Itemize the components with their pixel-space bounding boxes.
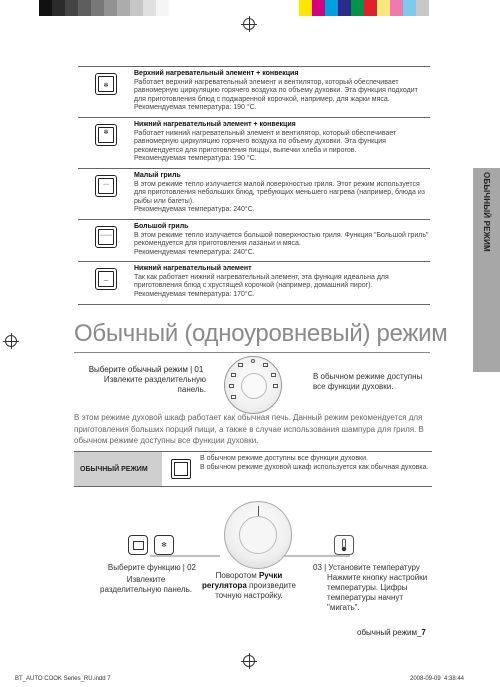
step-01-description: Извлеките разделительную панель. [103,375,206,394]
top-heat-fan-icon: ‾‾ ✻ [95,73,117,95]
mode-description: В этом режиме тепло излучается малой поверхностью гриля. Этот режим используется для приготовления небольших блюд, требующих меньшего нагрева (например, блюда из рыбы или багеты). [134,180,425,205]
page-footer [357,628,426,637]
oven-mode-table [78,66,430,305]
step-01-note: В обычном режиме доступны все функции духовки. [313,372,423,391]
registration-mark-icon [5,335,17,347]
common-mode-label: ОБЫЧНЫЙ РЕЖИМ [74,452,162,486]
bottom-heat-icon: ‾‾ [95,268,117,290]
page-number: 7 [421,628,426,637]
control-knob [224,501,292,569]
mode-temperature: Рекомендуемая температура: 190 °C. [134,104,257,112]
section-side-tab [473,168,500,372]
registration-mark-icon [243,18,255,30]
mode-title: Нижний нагревательный элемент [134,265,252,273]
thermometer-icon [334,535,354,555]
mode-temperature: Рекомендуемая температура: 170°C. [134,291,255,299]
mode-row [78,118,430,169]
knob-name: Ручки регулятора [202,571,283,590]
print-file-name: BT_AUTO COOK Series_RU.indd 7 [15,676,111,682]
print-grayscale-bar [39,0,169,16]
mode-row [78,220,430,262]
mode-title: Малый гриль [134,171,181,179]
heading-divider [74,352,430,353]
common-mode-box [74,451,432,487]
section-heading: Обычный (одноуровневый) режим [74,320,448,347]
registration-mark-icon [243,655,255,667]
step-03-label: 03 | Установите температуру [313,563,420,572]
conventional-mode-icon [128,535,148,555]
step-02 [96,563,196,595]
mode-description: Работает верхний нагревательный элемент и вентилятор, который обеспечивает равномерную циркуляцию горячего воздуха по объему духовки. Эта функция подходит для приготовления блюд с поджаренной корочкой, например, для жарки мяса. [134,78,418,103]
print-color-bar [299,0,429,16]
step-01 [86,365,206,395]
mode-description: В этом режиме тепло излучается большой поверхностью гриля. Функция "Большой гриль" рекомендуется для приготовления лазаньи и мяса. [134,231,429,248]
mode-temperature: Рекомендуемая температура: 240°C. [134,248,255,256]
step-02-label: Выберите функцию | 02 [107,563,196,572]
mode-description: Работает нижний нагревательный элемент и вентилятор, который обеспечивает равномерную циркуляцию горячего воздуха по объему духовки. Эта функция рекомендуется для приготовления пиццы, выпечки хлеба и пирогов. [134,129,397,154]
mode-temperature: Рекомендуемая температура: 240°C. [134,206,255,214]
step-03 [313,563,433,613]
side-tab-label: ОБЫЧНЫЙ РЕЖИМ [482,172,491,252]
page-footer-label: обычный режим_ [357,628,422,637]
mode-title: Нижний нагревательный элемент + конвекция [134,120,296,128]
large-grill-icon: ﹏﹏ [95,226,117,248]
conventional-mode-icon [171,459,191,479]
mode-selector-knob [224,356,282,414]
mode-row [78,169,430,220]
mode-description: Так как работает нижний нагревательный элемент, эта функция идеальна для приготовления блюд с хрустящей корочкой (например, домашний пирог). [134,273,389,290]
step-01-label: Выберите обычный режим | 01 [88,365,204,374]
print-date: 2008-09-09 [410,676,441,682]
mode-paragraph: В этом режиме духовой шкаф работает как обычная печь. Данный режим рекомендуется для приготовления больших порций пищи, а также в случае использования шампура для гриля. В обычном режиме доступны все функции духовки. [74,413,424,445]
common-mode-line: В обычном режиме доступны все функции духовки. [200,455,368,462]
step-02-description: Извлеките разделительную панель. [100,575,192,594]
small-grill-icon: ﹏ [95,175,117,197]
mode-row [78,262,430,304]
step-knob-instruction: Поворотом Ручки регулятора произведите точную настройку. [202,571,296,600]
mode-title: Большой гриль [134,222,189,230]
mode-title: Верхний нагревательный элемент + конвекция [134,70,299,77]
top-heat-fan-icon: ✻ [154,535,174,555]
print-time: 4:38:44 [444,676,465,682]
mode-row [78,67,430,118]
mode-temperature: Рекомендуемая температура: 190 °C. [134,155,257,163]
common-mode-line: В обычном режиме духовой шкаф используется как обычная духовка. [200,463,429,471]
bottom-heat-fan-icon: ✻ __ [95,124,117,146]
step-03-description: Нажмите кнопку настройки температуры. Цифры температуры начнут "мигать". [327,573,428,612]
